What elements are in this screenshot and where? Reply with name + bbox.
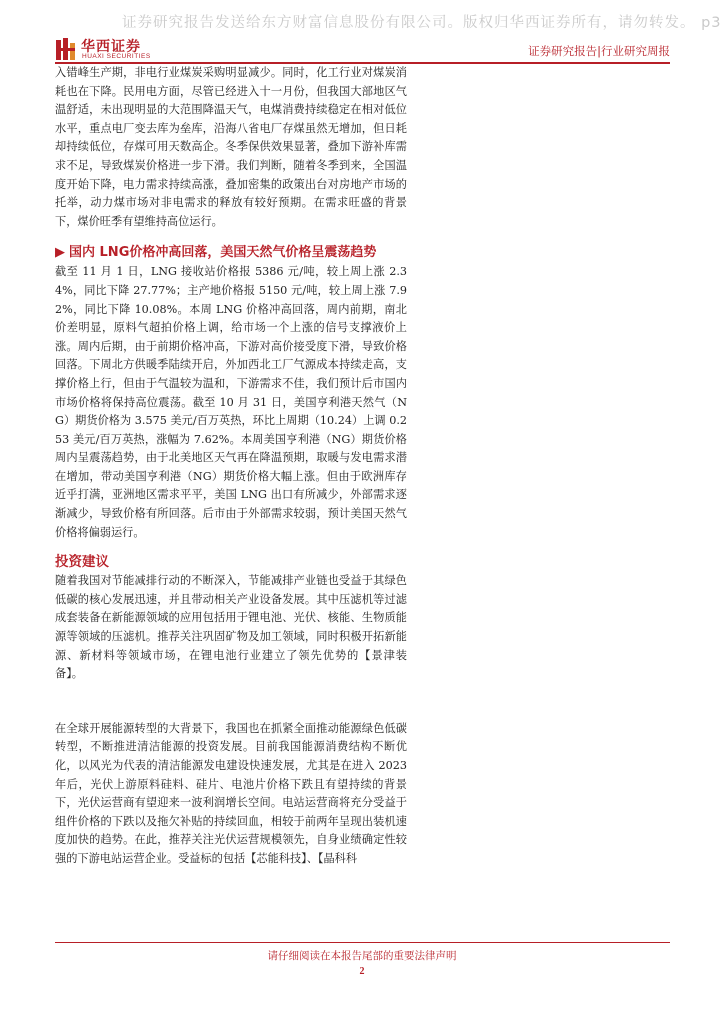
investment-paragraph-2: 在全球开展能源转型的大背景下，我国也在抓紧全面推动能源绿色低碳转型，不断推进清洁能源的投资发展。目前我国能源消费结构不断优化，以风光为代表的清洁能源发电建设快速发展，尤其是在进入 2023 年后，光伏上游原料硅料、硅片、电池片价格下跌且有望持续的背景下，光伏运营商有望迎来一波利润增长空间。电站运营商将充分受益于组件价格的下跌以及拖欠补贴的持续回血，相较于前两年呈现出装机速度加快的趋势。在此，推荐关注光伏运营规模领先，自身业绩确定性较强的下游电站运营企业。受益标的包括【芯能科技】、【晶科科 bbox=[55, 721, 407, 865]
main-content bbox=[55, 64, 407, 869]
coal-paragraph: 入错峰生产期，非电行业煤炭采购明显减少。同时，化工行业对煤炭消耗也在下降。民用电方面，尽管已经进入十一月份，但我国大部地区气温舒适，未出现明显的大范围降温天气，电煤消费持续稳定在相对低位水平，重点电厂变去库为垒库，沿海八省电厂存煤虽然无增加，但日耗却持续低位，存煤可用天数高企。冬季保供效果显著，叠加下游补库需求不足，导致煤炭价格进一步下滑。我们判断，随着冬季到来，全国温度开始下降，电力需求持续高涨，叠加密集的政策出台对房地产市场的托举，动力煤市场对非电需求的释放有较好预期。在需求旺盛的背景下，煤价旺季有望维持高位运行。 bbox=[55, 66, 407, 228]
lng-paragraph: 截至 11 月 1 日，LNG 接收站价格报 5386 元/吨，较上周上涨 2.34%，同比下降 27.77%；主产地价格报 5150 元/吨，较上周上涨 7.92%，同比下降 10.08%。本周 LNG 价格冲高回落，周内前期，南北价差明显，原料气超拍价格上调，给市场一个上涨的信号支撑液价上涨。周内后期，由于前期价格冲高，下游对高价接受度下滑，导致价格回落。下周北方供暖季陆续开启，外加西北工厂气源成本持续走高，支撑价格上行，但由于气温较为温和，下游需求不佳，我们预计后市国内市场价格将保持高位震荡。截至 10 月 31 日，美国亨利港天然气（NG）期货价格为 3.575 美元/百万英热，环比上周期（10.24）上调 0.253 美元/百万英热，涨幅为 7.62%。本周美国亨利港（NG）期货价格周内呈震荡趋势，由于北美地区天气再在降温预期，取暖与发电需求潜在增加，带动美国亨利港（NG）期货价格大幅上涨。但由于欧洲库存近乎打满，亚洲地区需求平平，美国 LNG 出口有所减少，外部需求逐渐减少，导致价格有所回落。后市由于外部需求较弱，预计美国天然气价格将偏弱运行。 bbox=[55, 265, 407, 539]
report-type-label: 证券研究报告|行业研究周报 bbox=[528, 44, 670, 58]
brand-logo bbox=[55, 37, 255, 63]
logo-text-cn: 华西证券 bbox=[81, 39, 141, 55]
investment-paragraph-1: 随着我国对节能减排行动的不断深入，节能减排产业链也受益于其绿色低碳的核心发展迅速，并且带动相关产业设备发展。其中压滤机等过滤成套装备在新能源领域的应用包括用于锂电池、光伏、核能、生物质能源等领域的压滤机。推荐关注巩固矿物及加工领域，同时积极开拓新能源、新材料等领域市场，在锂电池行业建立了领先优势的【景津装备】。 bbox=[55, 574, 407, 681]
triangle-bullet-icon: ▶ bbox=[55, 245, 65, 261]
legal-disclaimer: 请仔细阅读在本报告尾部的重要法律声明 bbox=[267, 950, 457, 962]
lng-subheading bbox=[55, 243, 407, 263]
footer-divider bbox=[55, 942, 670, 943]
huaxi-logo-icon bbox=[55, 37, 77, 61]
watermark: 证券研究报告发送给东方财富信息股份有限公司。版权归华西证券所有，请勿转发。 p3 bbox=[122, 15, 722, 31]
investment-advice-title: 投资建议 bbox=[55, 554, 109, 571]
lng-subheading-text: 国内 LNG价格冲高回落，美国天然气价格呈震荡趋势 bbox=[69, 245, 377, 261]
logo-text-en: HUAXI SECURITIES bbox=[82, 53, 151, 60]
page-number: 2 bbox=[359, 966, 365, 977]
